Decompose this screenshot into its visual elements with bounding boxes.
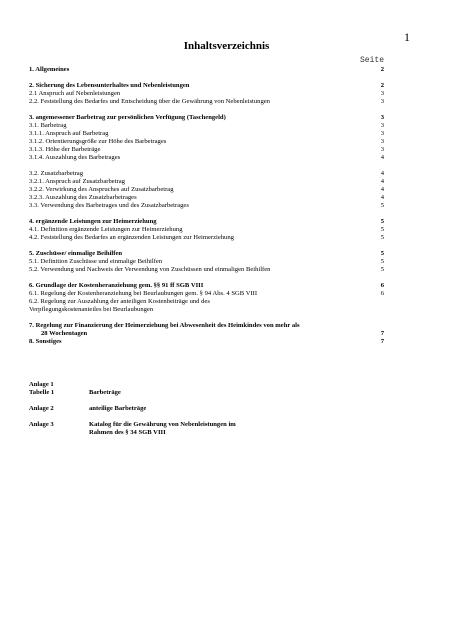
toc-section-heading xyxy=(29,114,384,122)
toc-entry-label: 2.2. Feststellung des Bedarfes und Entscheidung über die Gewährung von Nebenleistungen xyxy=(29,98,270,105)
toc-entry-page: 5 xyxy=(380,266,384,273)
toc-entry xyxy=(29,202,384,210)
toc-entry xyxy=(29,186,384,194)
appendix-entry-id: Anlage 1 xyxy=(29,381,54,388)
toc-entry xyxy=(29,146,384,154)
toc-entry-label: 3.1.1. Anspruch auf Barbetrag xyxy=(29,130,109,137)
toc-entry xyxy=(29,170,384,178)
toc-entry-label: 8. Sonstiges xyxy=(29,338,62,345)
toc-section-heading xyxy=(29,338,384,346)
toc-entry-label: 3.2.2. Verwirkung des Anspruches auf Zusatzbarbetrag xyxy=(29,186,174,193)
toc-entry-page: 4 xyxy=(380,186,384,193)
appendix-entry-id: Tabelle 1 xyxy=(29,389,55,396)
toc-section-heading xyxy=(29,330,384,338)
toc-entry-page: 6 xyxy=(380,290,384,297)
toc-entry-label: 4. ergänzende Leistungen zur Heimerziehung xyxy=(29,218,157,225)
toc-entry xyxy=(29,154,384,162)
toc-entry-page: 5 xyxy=(380,202,384,209)
toc-entry-page: 5 xyxy=(380,226,384,233)
toc-entry-page: 4 xyxy=(380,154,384,161)
toc-entry-label: 3.2.3. Auszahlung des Zusatzbarbetrages xyxy=(29,194,137,201)
toc-entry-label: 6.1. Regelung der Kostenheranziehung bei Beurlaubungen gem. § 94 Abs. 4 SGB VIII xyxy=(29,290,258,297)
toc-entry-label: 3.3. Verwendung des Barbetrages und des Zusatzbarbetrages xyxy=(29,202,189,209)
toc-entry-label: 3.1.3. Höhe der Barbeträge xyxy=(29,146,101,153)
toc-entry xyxy=(29,98,384,106)
toc-entry-page: 5 xyxy=(380,250,384,257)
toc-entry-label: 5. Zuschüsse/ einmalige Beihilfen xyxy=(29,250,123,257)
spacer xyxy=(29,274,384,282)
toc-entry xyxy=(29,194,384,202)
toc-entry-page: 2 xyxy=(380,82,384,89)
table-of-contents xyxy=(29,66,384,346)
toc-entry-label: 4.2. Feststellung des Bedarfes an ergänzenden Leistungen zur Heimerziehung xyxy=(29,234,234,241)
toc-entry-label: 3.2. Zusatzbarbetrag xyxy=(29,170,84,177)
toc-entry-page: 3 xyxy=(380,98,384,105)
toc-entry-page: 6 xyxy=(380,282,384,289)
toc-entry-page: 3 xyxy=(380,130,384,137)
toc-entry-page: 5 xyxy=(380,218,384,225)
toc-entry-page: 4 xyxy=(380,178,384,185)
toc-section-heading xyxy=(29,282,384,290)
toc-section-heading xyxy=(29,322,384,330)
spacer xyxy=(29,106,384,114)
page-number: 1 xyxy=(404,30,410,44)
toc-entry-label: 3.1. Barbetrag xyxy=(29,122,67,129)
appendix-entry-title: Barbeträge xyxy=(89,389,121,396)
spacer xyxy=(29,210,384,218)
toc-entry-label: 5.1. Definition Zuschüsse und einmalige Beihilfen xyxy=(29,258,163,265)
toc-entry-label: 1. Allgemeines xyxy=(29,66,70,73)
toc-entry-page: 3 xyxy=(380,122,384,129)
spacer xyxy=(29,162,384,170)
toc-entry-label: 28 Wochentagen xyxy=(41,330,88,337)
toc-section-heading xyxy=(29,82,384,90)
toc-entry-page: 7 xyxy=(380,338,384,345)
seite-label: Seite xyxy=(359,56,384,65)
toc-entry xyxy=(29,226,384,234)
toc-entry-page: 4 xyxy=(380,194,384,201)
toc-entry-label: 7. Regelung zur Finanzierung der Heimerziehung bei Abwesenheit des Heimkindes von mehr als xyxy=(29,322,300,329)
toc-entry-label: 6. Grundlage der Kostenheranziehung gem. §§ 91 ff SGB VIII xyxy=(29,282,204,289)
toc-entry-page: 5 xyxy=(380,234,384,241)
spacer xyxy=(29,314,384,322)
toc-entry xyxy=(29,234,384,242)
toc-entry-page: 7 xyxy=(380,330,384,337)
toc-entry-label: 3.1.4. Auszahlung des Barbetrages xyxy=(29,154,121,161)
toc-entry-page: 5 xyxy=(380,258,384,265)
toc-entry xyxy=(29,258,384,266)
toc-entry xyxy=(29,130,384,138)
toc-entry xyxy=(29,266,384,274)
toc-entry-page: 2 xyxy=(380,66,384,73)
toc-entry-page: 3 xyxy=(380,138,384,145)
toc-entry xyxy=(29,122,384,130)
spacer xyxy=(29,74,384,82)
toc-entry xyxy=(29,178,384,186)
toc-entry-label: 3.2.1. Anspruch auf Zusatzbarbetrag xyxy=(29,178,125,185)
toc-entry-label: 2.1 Anspruch auf Nebenleistungen xyxy=(29,90,121,97)
toc-entry-page: 3 xyxy=(380,90,384,97)
appendix-entry-id: Anlage 2 xyxy=(29,405,54,412)
toc-entry-page: 4 xyxy=(380,170,384,177)
toc-entry-label: 5.2. Verwendung und Nachweis der Verwendung von Zuschüssen und einmaligen Beihilfen xyxy=(29,266,271,273)
toc-entry-label: Verpflegungskostenanteiles bei Beurlaubungen xyxy=(29,306,154,313)
toc-entry-label: 3.1.2. Orientierungsgröße zur Höhe des Barbetrages xyxy=(29,138,167,145)
toc-entry xyxy=(29,138,384,146)
page-title: Inhaltsverzeichnis xyxy=(183,40,270,52)
appendix-entry-id: Anlage 3 xyxy=(29,421,54,428)
toc-entry xyxy=(29,290,384,298)
toc-entry-label: 3. angemessener Barbetrag zur persönlichen Verfügung (Taschengeld) xyxy=(29,114,226,121)
spacer xyxy=(29,242,384,250)
appendix-entry-title: anteilige Barbeträge xyxy=(89,405,147,412)
toc-entry xyxy=(29,306,384,314)
appendix-entry-title: Rahmen des § 34 SGB VIII xyxy=(89,429,166,436)
toc-entry-label: 6.2. Regelung zur Auszahlung der anteiligen Kostenbeiträge und des xyxy=(29,298,210,305)
toc-entry-label: 2. Sicherung des Lebensunterhaltes und Nebenleistungen xyxy=(29,82,190,89)
toc-section-heading xyxy=(29,250,384,258)
toc-section-heading xyxy=(29,218,384,226)
toc-entry xyxy=(29,90,384,98)
toc-entry-page: 3 xyxy=(380,114,384,121)
toc-entry xyxy=(29,298,384,306)
toc-entry-page: 3 xyxy=(380,146,384,153)
appendix-entry-title: Katalog für die Gewährung von Nebenleistungen im xyxy=(89,421,236,428)
toc-entry-label: 4.1. Definition ergänzende Leistungen zur Heimerziehung xyxy=(29,226,183,233)
toc-section-heading xyxy=(29,66,384,74)
